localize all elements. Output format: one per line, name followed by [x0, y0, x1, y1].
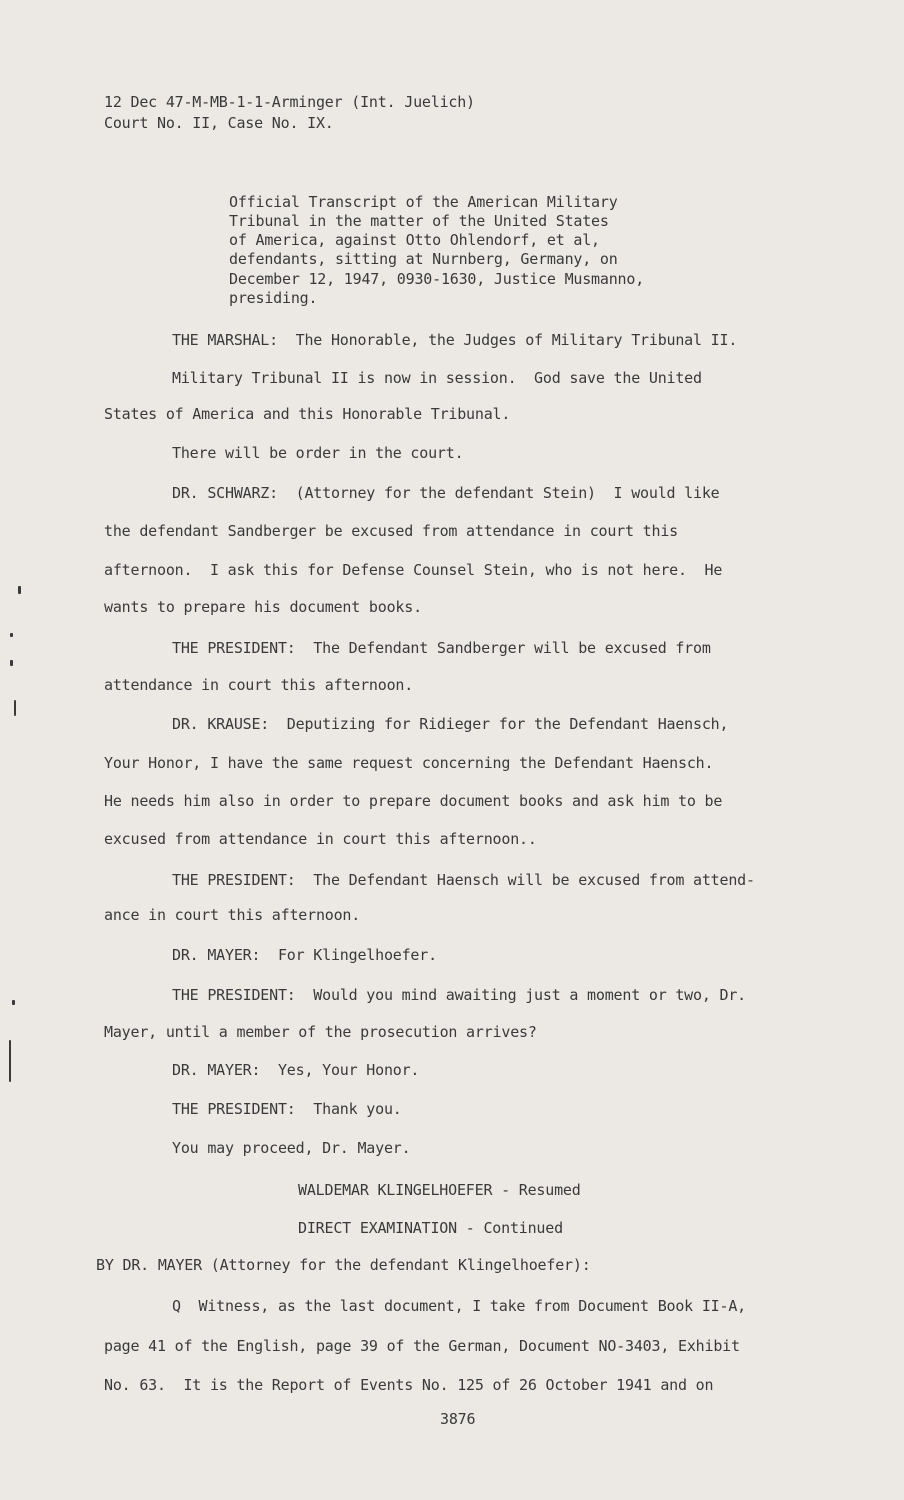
transcript-line: page 41 of the English, page 39 of the German, Document NO-3403, Exhibit: [104, 1337, 740, 1355]
margin-mark: [14, 700, 16, 716]
transcript-line: wants to prepare his document books.: [104, 598, 422, 616]
transcript-line: THE MARSHAL: The Honorable, the Judges of Military Tribunal II.: [172, 331, 738, 349]
transcript-line: You may proceed, Dr. Mayer.: [172, 1139, 411, 1157]
transcript-line: He needs him also in order to prepare document books and ask him to be: [104, 792, 723, 810]
transcript-line: No. 63. It is the Report of Events No. 125 of 26 October 1941 and on: [104, 1376, 714, 1394]
caption-line: Official Transcript of the American Military: [229, 193, 618, 211]
transcript-line: States of America and this Honorable Tribunal.: [104, 405, 511, 423]
transcript-line: Your Honor, I have the same request concerning the Defendant Haensch.: [104, 754, 714, 772]
caption-line: of America, against Otto Ohlendorf, et al,: [229, 231, 600, 249]
transcript-line: excused from attendance in court this afternoon..: [104, 830, 537, 848]
transcript-line: Q Witness, as the last document, I take from Document Book II-A,: [172, 1297, 746, 1315]
margin-mark: [12, 1000, 15, 1005]
transcript-line: BY DR. MAYER (Attorney for the defendant Klingelhoefer):: [96, 1256, 591, 1274]
witness-heading: WALDEMAR KLINGELHOEFER - Resumed: [298, 1181, 581, 1199]
transcript-line: DR. MAYER: For Klingelhoefer.: [172, 946, 437, 964]
transcript-line: the defendant Sandberger be excused from attendance in court this: [104, 522, 678, 540]
transcript-line: THE PRESIDENT: The Defendant Sandberger will be excused from: [172, 639, 711, 657]
transcript-line: DR. KRAUSE: Deputizing for Ridieger for the Defendant Haensch,: [172, 715, 729, 733]
transcript-line: afternoon. I ask this for Defense Counsel Stein, who is not here. He: [104, 561, 723, 579]
header-line-2: Court No. II, Case No. IX.: [104, 114, 334, 132]
transcript-line: THE PRESIDENT: Thank you.: [172, 1100, 402, 1118]
transcript-line: Mayer, until a member of the prosecution arrives?: [104, 1023, 537, 1041]
transcript-line: attendance in court this afternoon.: [104, 676, 414, 694]
transcript-line: DR. MAYER: Yes, Your Honor.: [172, 1061, 420, 1079]
transcript-line: THE PRESIDENT: The Defendant Haensch will be excused from attend-: [172, 871, 755, 889]
margin-mark: [10, 660, 13, 666]
transcript-line: Military Tribunal II is now in session. God save the United: [172, 369, 702, 387]
margin-mark: [10, 633, 13, 637]
caption-line: December 12, 1947, 0930-1630, Justice Musmanno,: [229, 270, 645, 288]
header-line-1: 12 Dec 47-M-MB-1-1-Arminger (Int. Juelich): [104, 93, 475, 111]
caption-line: presiding.: [229, 289, 318, 307]
transcript-line: There will be order in the court.: [172, 444, 464, 462]
caption-line: defendants, sitting at Nurnberg, Germany, on: [229, 250, 618, 268]
transcript-line: DR. SCHWARZ: (Attorney for the defendant Stein) I would like: [172, 484, 720, 502]
caption-line: Tribunal in the matter of the United States: [229, 212, 609, 230]
transcript-line: ance in court this afternoon.: [104, 906, 361, 924]
examination-heading: DIRECT EXAMINATION - Continued: [298, 1219, 563, 1237]
margin-mark: [9, 1040, 11, 1082]
transcript-line: THE PRESIDENT: Would you mind awaiting just a moment or two, Dr.: [172, 986, 746, 1004]
margin-mark: [18, 586, 21, 594]
page-number: 3876: [440, 1410, 476, 1428]
